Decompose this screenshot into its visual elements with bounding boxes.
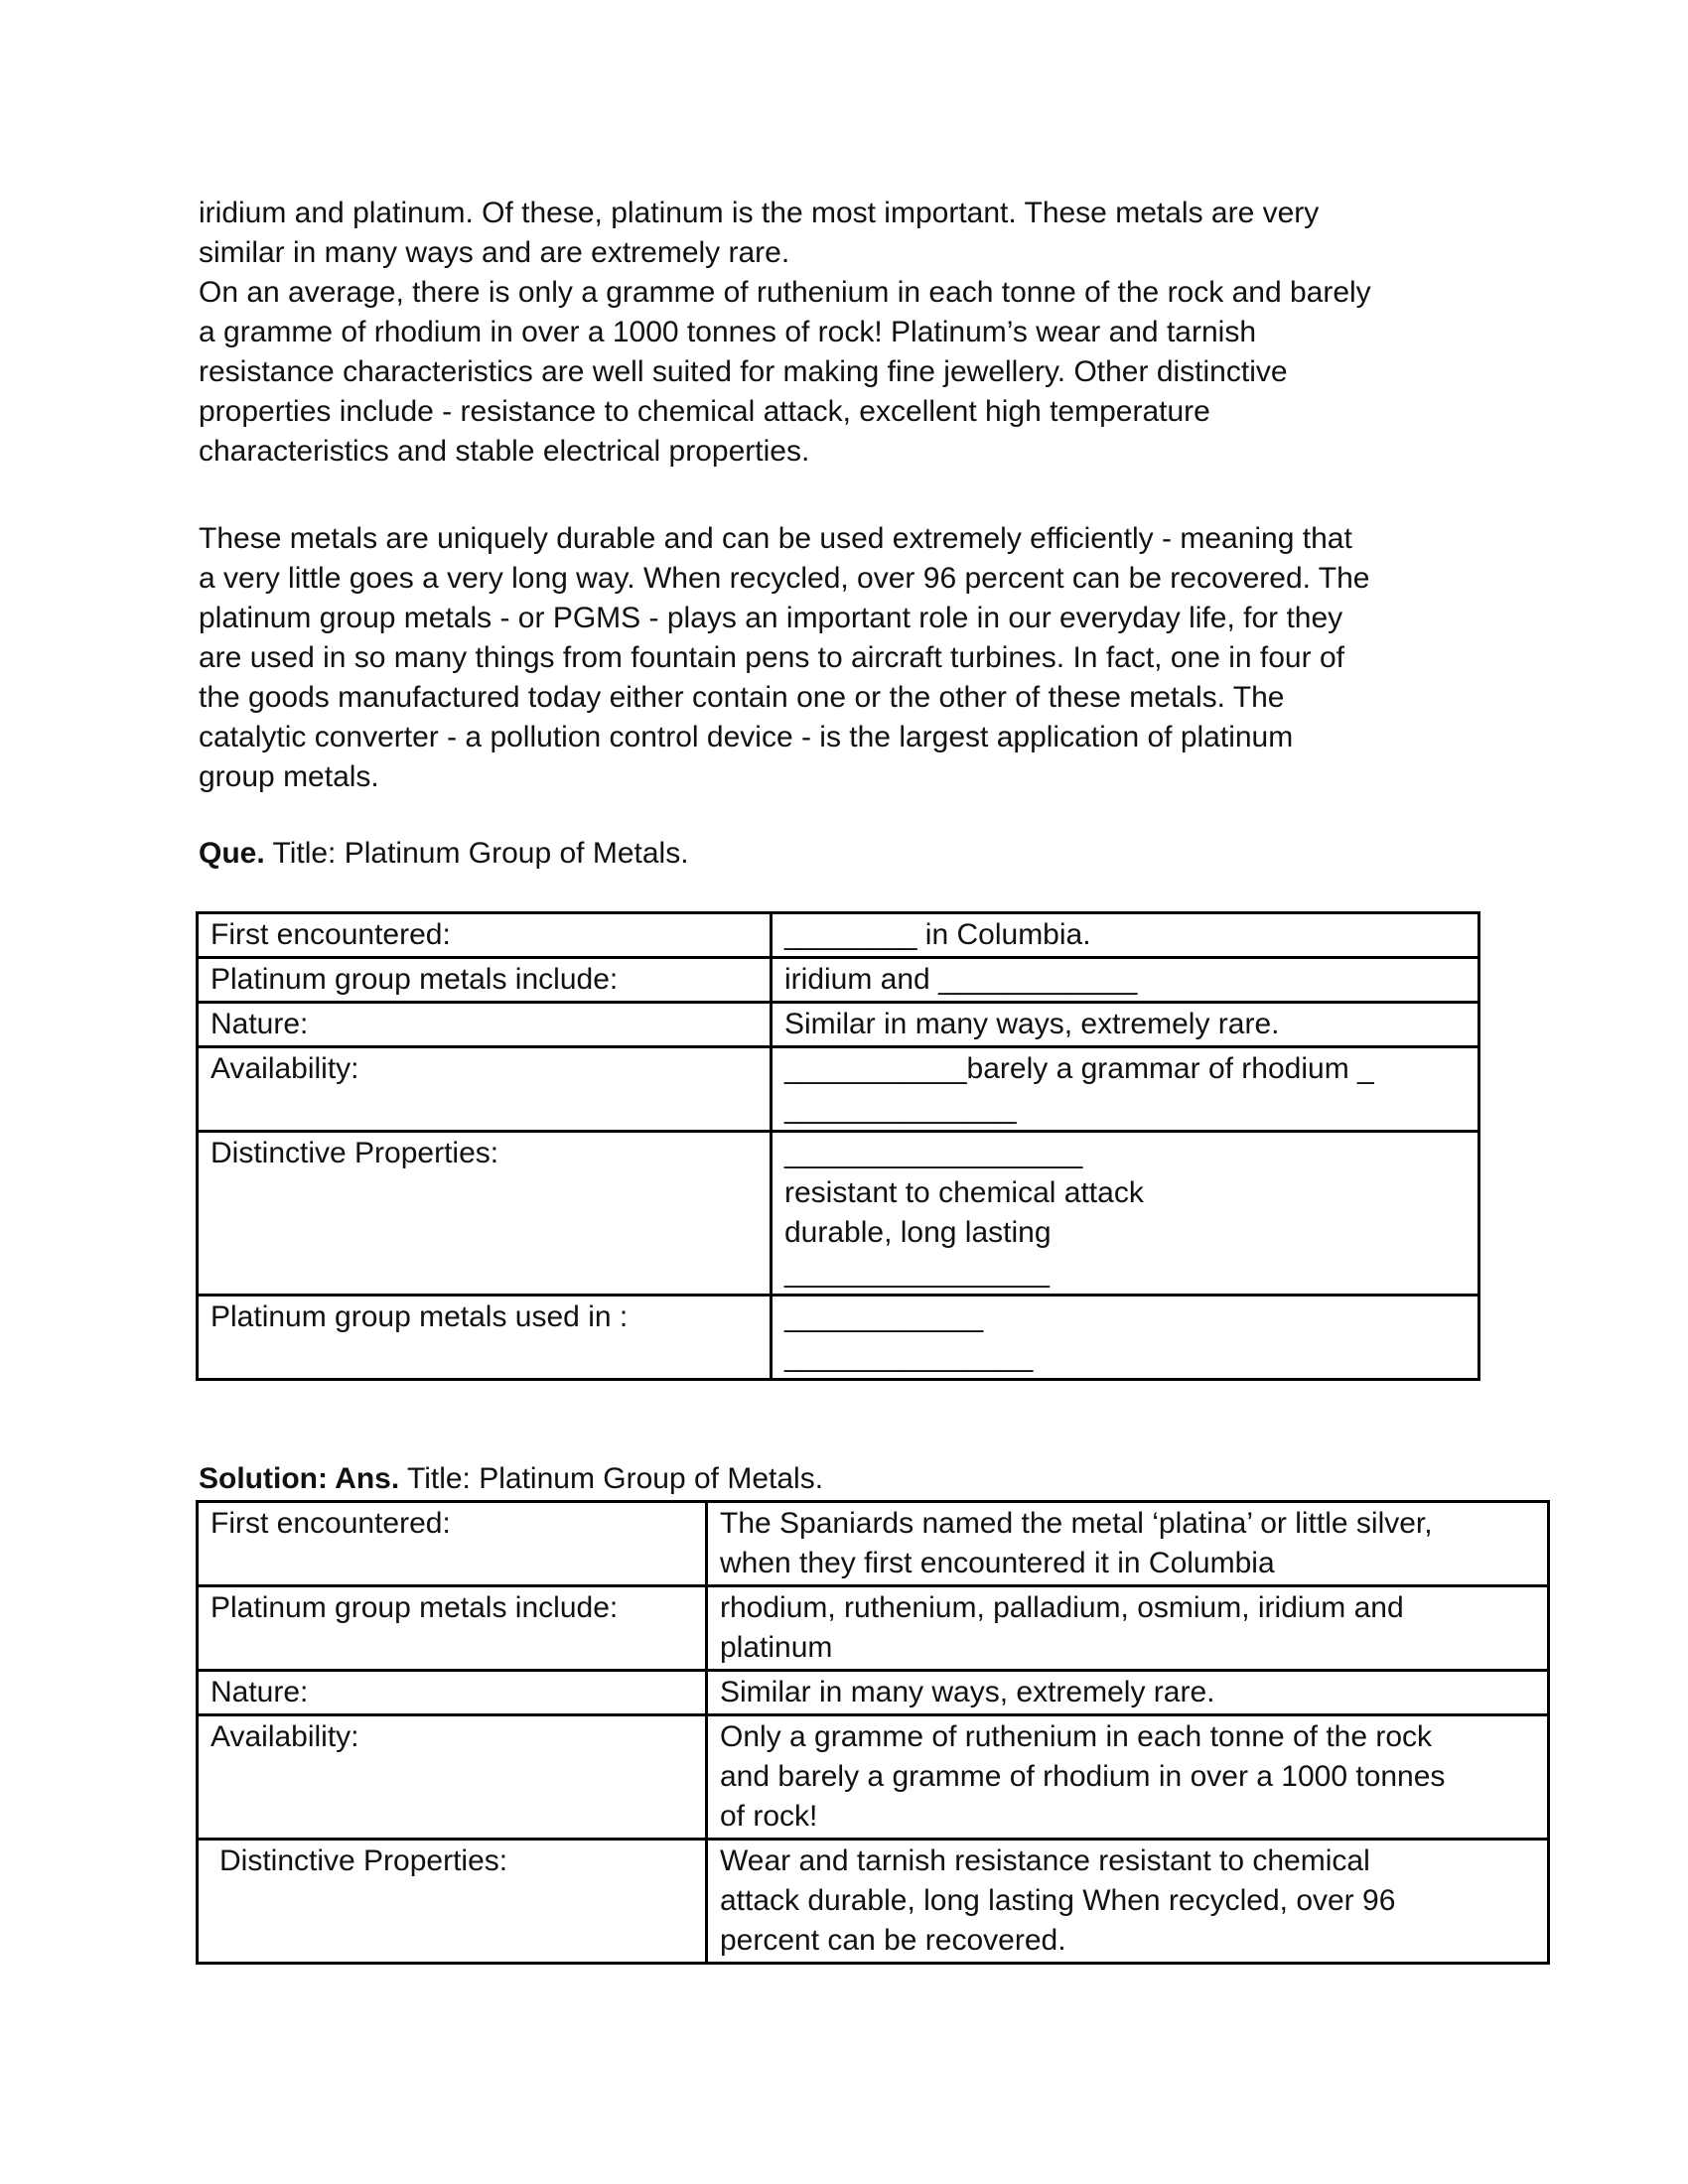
row-value-line: ________________: [784, 1256, 1050, 1289]
paragraph-line: resistance characteristics are well suited for making fine jewellery. Other distinctive: [199, 355, 1288, 388]
row-label-cell: [198, 1840, 707, 1964]
row-value-cell: [772, 913, 1479, 958]
row-value-line: ___________barely a grammar of rhodium _: [784, 1052, 1374, 1085]
row-label: First encountered:: [211, 918, 451, 951]
paragraph-line: properties include - resistance to chemical attack, excellent high temperature: [199, 395, 1210, 428]
row-value-line: Similar in many ways, extremely rare.: [720, 1676, 1215, 1708]
row-value-line: iridium and ____________: [784, 963, 1138, 996]
row-label: Distinctive Properties:: [219, 1844, 508, 1877]
row-value-line: Wear and tarnish resistance resistant to chemical: [720, 1844, 1370, 1877]
row-value-line: Similar in many ways, extremely rare.: [784, 1008, 1280, 1040]
row-value-cell: [707, 1586, 1549, 1671]
row-label-cell: [198, 1003, 772, 1047]
page-content: [196, 194, 1556, 1965]
question-title: Title: Platinum Group of Metals.: [264, 837, 689, 870]
table-row: [198, 913, 1479, 958]
solution-title: Title: Platinum Group of Metals.: [399, 1462, 824, 1495]
paragraph-line: the goods manufactured today either contain one or the other of these metals. The: [199, 681, 1285, 714]
paragraph-line: These metals are uniquely durable and can be used extremely efficiently - meaning that: [199, 522, 1352, 555]
row-label-cell: [198, 1502, 707, 1586]
paragraph-line: similar in many ways and are extremely rare.: [199, 236, 790, 269]
table-row: [198, 1715, 1549, 1840]
row-value-line: Only a gramme of ruthenium in each tonne of the rock: [720, 1720, 1433, 1753]
paragraph-line: platinum group metals - or PGMS - plays an important role in our everyday life, for they: [199, 602, 1343, 634]
row-value-cell: [707, 1502, 1549, 1586]
paragraph-line: iridium and platinum. Of these, platinum is the most important. These metals are very: [199, 197, 1320, 229]
row-label: Platinum group metals used in :: [211, 1300, 629, 1333]
table-row: [198, 1296, 1479, 1380]
row-value-cell: [772, 1132, 1479, 1296]
intro-paragraph-2: [199, 519, 1556, 797]
table-row: [198, 1132, 1479, 1296]
row-value-line: when they first encountered it in Columbia: [720, 1547, 1275, 1579]
row-label: Nature:: [211, 1676, 309, 1708]
row-value-line: The Spaniards named the metal ‘platina’ or little silver,: [720, 1507, 1433, 1540]
row-label: Nature:: [211, 1008, 309, 1040]
row-label-cell: [198, 1586, 707, 1671]
row-value-line: attack durable, long lasting When recycled, over 96: [720, 1884, 1396, 1917]
table-row: [198, 1671, 1549, 1715]
paragraph-line: are used in so many things from fountain pens to aircraft turbines. In fact, one in four of: [199, 641, 1344, 674]
row-value-line: __________________: [784, 1137, 1083, 1169]
row-value-line: durable, long lasting: [784, 1216, 1052, 1249]
row-label: Platinum group metals include:: [211, 963, 619, 996]
row-value-line: rhodium, ruthenium, palladium, osmium, iridium and: [720, 1591, 1404, 1624]
row-value-cell: [772, 958, 1479, 1003]
row-value-cell: [772, 1003, 1479, 1047]
intro-paragraph-1: [199, 194, 1556, 472]
row-label: Availability:: [211, 1720, 359, 1753]
row-value-line: percent can be recovered.: [720, 1924, 1066, 1957]
row-label: Platinum group metals include:: [211, 1591, 619, 1624]
row-label-cell: [198, 1296, 772, 1380]
row-value-cell: [707, 1715, 1549, 1840]
solution-label: Solution: Ans.: [199, 1462, 400, 1495]
table-row: [198, 1003, 1479, 1047]
solution-heading: [199, 1459, 1556, 1499]
row-value-cell: [707, 1671, 1549, 1715]
paragraph-line: a very little goes a very long way. When recycled, over 96 percent can be recovered. The: [199, 562, 1370, 595]
row-value-cell: [772, 1047, 1479, 1132]
table-row: [198, 958, 1479, 1003]
row-label-cell: [198, 1132, 772, 1296]
paragraph-line: characteristics and stable electrical properties.: [199, 435, 810, 468]
row-label-cell: [198, 1047, 772, 1132]
paragraph-line: a gramme of rhodium in over a 1000 tonnes of rock! Platinum’s wear and tarnish: [199, 316, 1256, 348]
question-heading: [199, 834, 1556, 874]
paragraph-line: On an average, there is only a gramme of ruthenium in each tonne of the rock and barely: [199, 276, 1371, 309]
row-value-line: ______________: [784, 1092, 1017, 1125]
answer-table: [196, 1500, 1550, 1965]
paragraph-line: catalytic converter - a pollution control device - is the largest application of platinum: [199, 721, 1294, 753]
row-value-line: _______________: [784, 1340, 1034, 1373]
row-value-line: and barely a gramme of rhodium in over a 1000 tonnes: [720, 1760, 1446, 1793]
paragraph-line: group metals.: [199, 760, 379, 793]
row-value-line: of rock!: [720, 1800, 818, 1833]
row-label-cell: [198, 958, 772, 1003]
row-value-line: platinum: [720, 1631, 833, 1664]
row-label-cell: [198, 1715, 707, 1840]
row-label-cell: [198, 1671, 707, 1715]
table-row: [198, 1047, 1479, 1132]
row-value-cell: [772, 1296, 1479, 1380]
row-value-line: ____________: [784, 1300, 984, 1333]
row-label: Distinctive Properties:: [211, 1137, 499, 1169]
row-label: First encountered:: [211, 1507, 451, 1540]
table-row: [198, 1586, 1549, 1671]
question-table: [196, 911, 1480, 1381]
row-label: Availability:: [211, 1052, 359, 1085]
question-label: Que.: [199, 837, 265, 870]
table-row: [198, 1502, 1549, 1586]
row-value-line: resistant to chemical attack: [784, 1176, 1144, 1209]
row-label-cell: [198, 913, 772, 958]
row-value-cell: [707, 1840, 1549, 1964]
row-value-line: ________ in Columbia.: [784, 918, 1091, 951]
table-row: [198, 1840, 1549, 1964]
